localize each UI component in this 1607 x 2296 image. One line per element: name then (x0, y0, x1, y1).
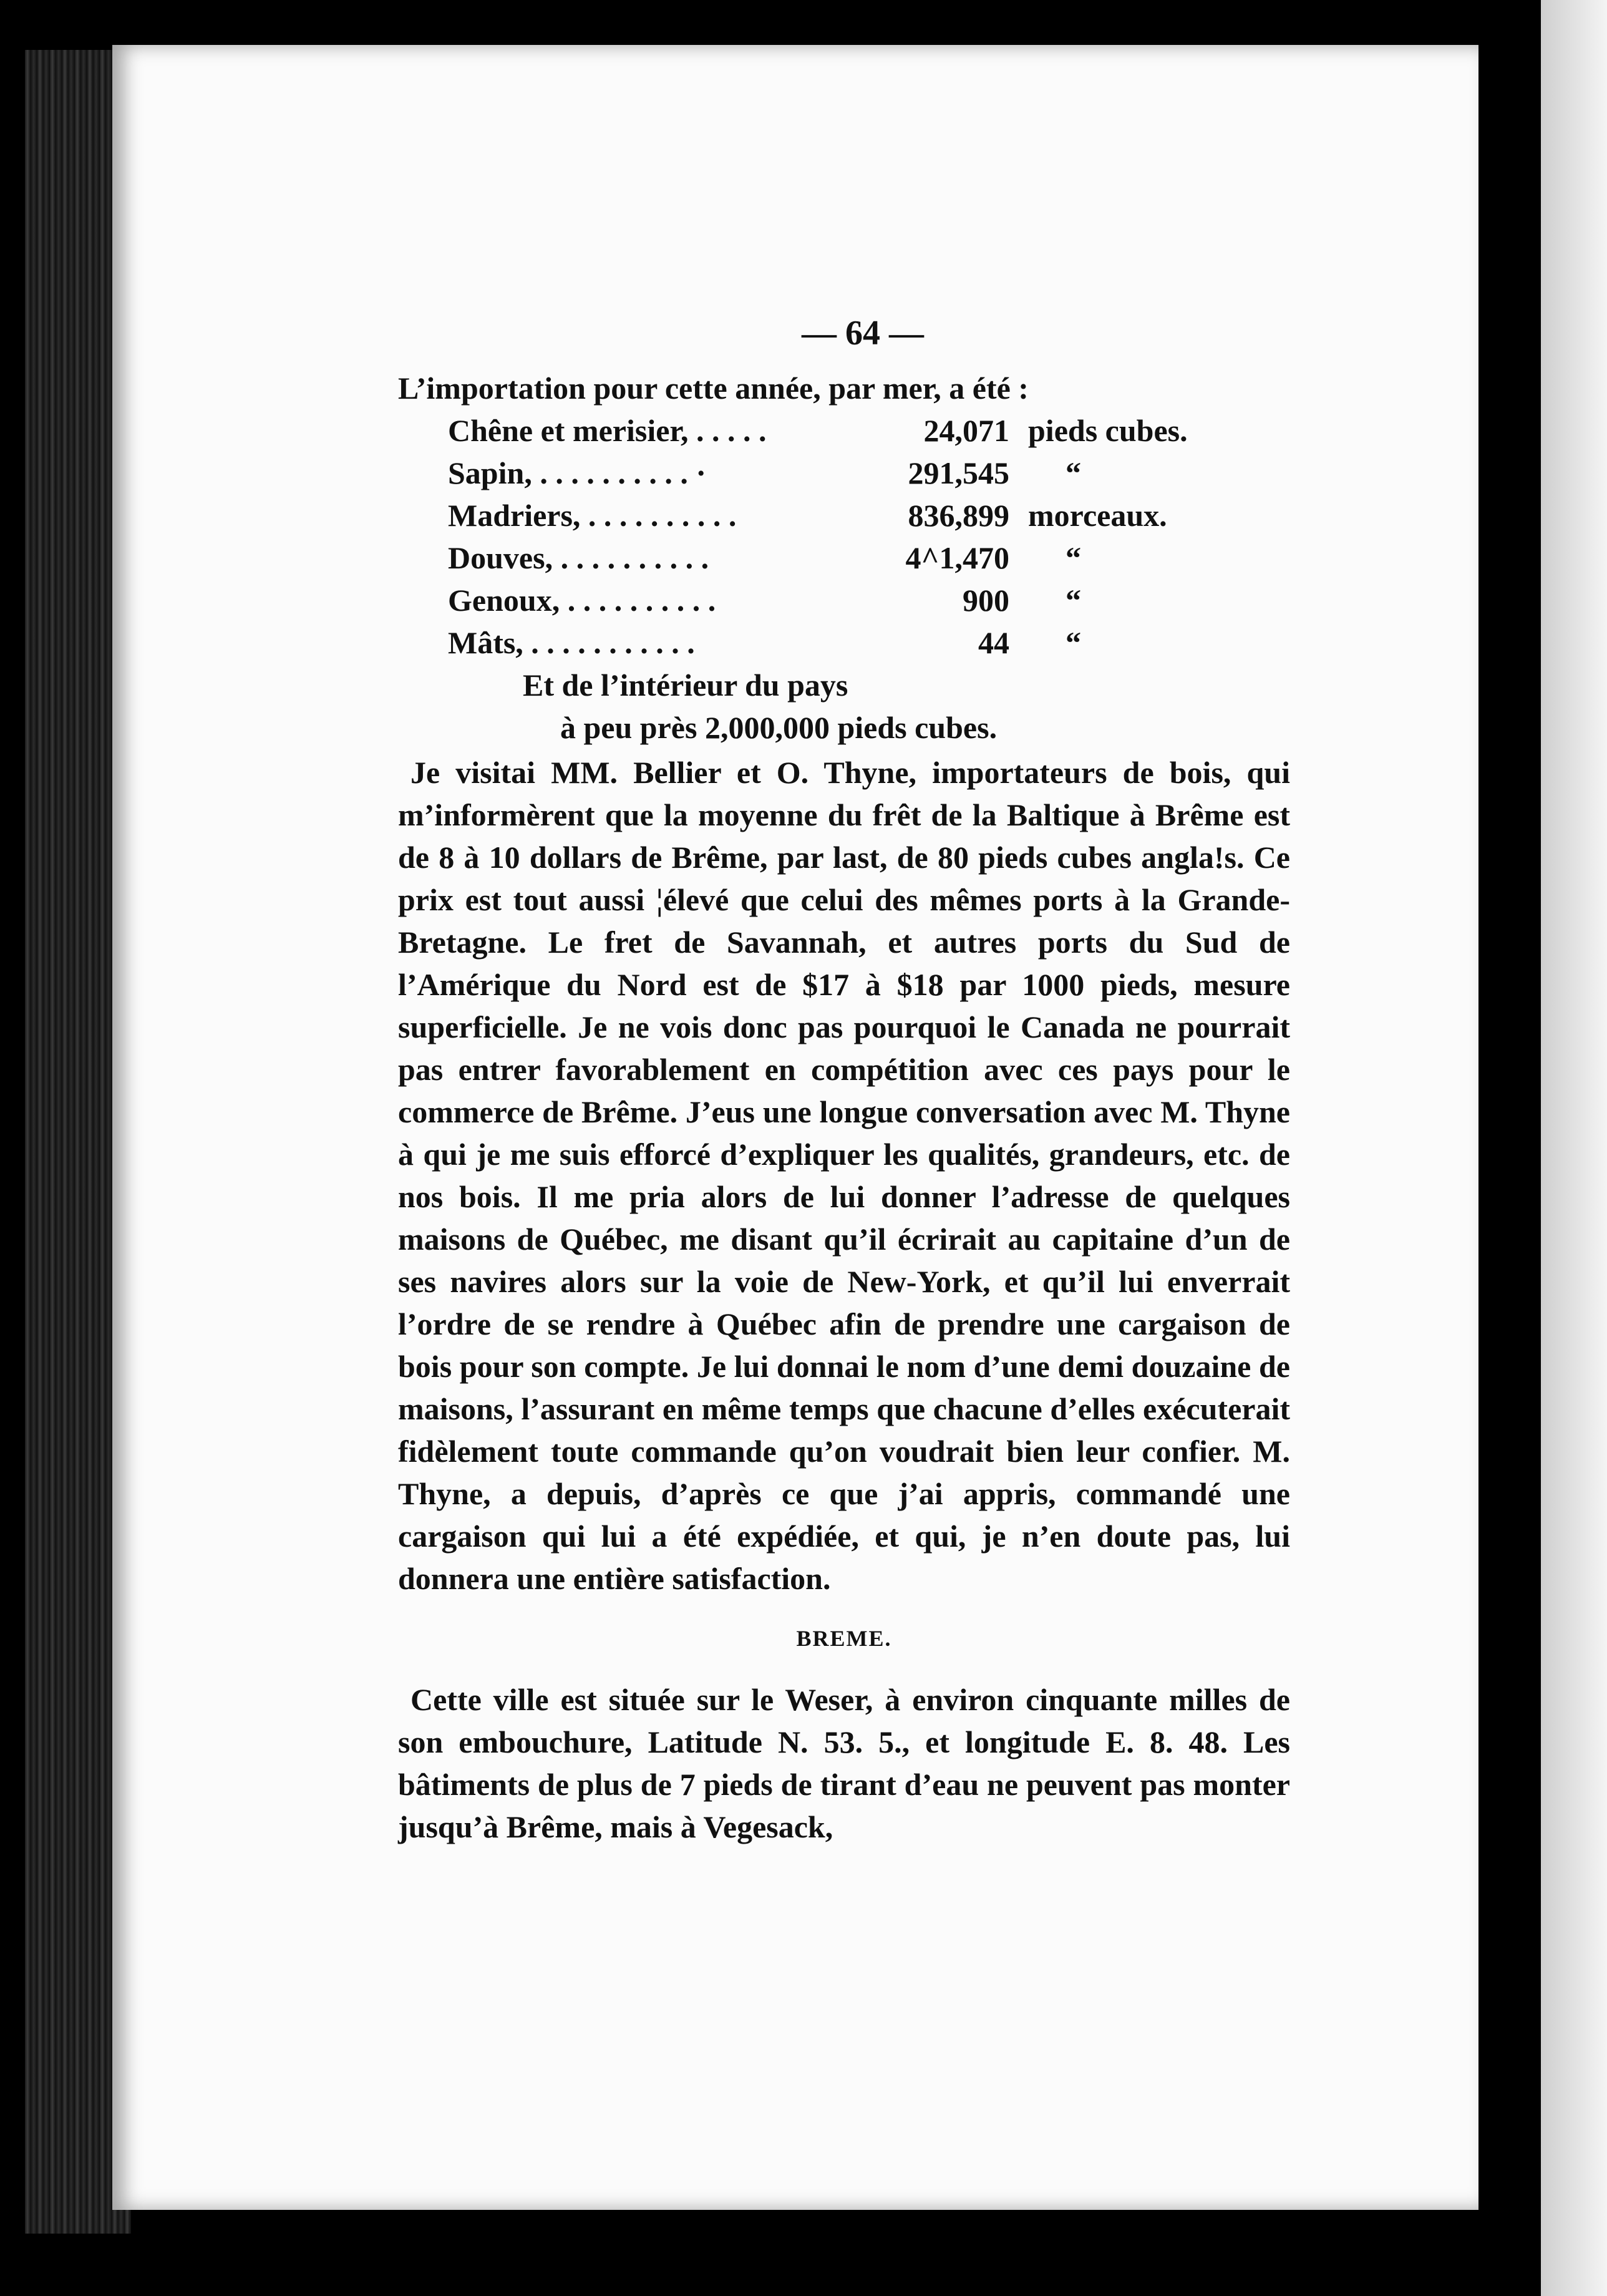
page-number: — 64 — (802, 314, 924, 353)
paragraph-breme: Cette ville est située sur le Weser, à environ cinquante milles de son embouchure, Latitude N. 53. 5., et longitude E. 8. 48. Les bâtiments de plus de 7 pieds de tirant d’eau ne peuvent pas monter jusqu’à Brême, mais à Vegesack, (398, 1682, 1290, 1844)
import-unit: “ (1066, 540, 1081, 575)
table-row (448, 409, 1265, 452)
import-unit: pieds cubes. (1028, 413, 1188, 448)
import-intro: L’importation pour cette année, par mer, a été : (398, 371, 1029, 406)
import-quantity: 4^1,470 (905, 540, 1009, 575)
import-unit: “ (1066, 625, 1081, 660)
import-unit: “ (1066, 455, 1081, 490)
table-row (448, 537, 1265, 579)
import-quantity: 24,071 (923, 413, 1009, 448)
import-item: Douves, . . . . . . . . . . (448, 540, 709, 575)
paragraph-thyne: Je visitai MM. Bellier et O. Thyne, importateurs de bois, qui m’informèrent que la moyenne du frêt de la Baltique à Brême est de 8 à 10 dollars de Brême, par last, de 80 pieds cubes angla!s. Ce prix est tout aussi ¦élevé que celui des mêmes ports à la Grande-Bretagne. Le fret de Savannah, et autres ports du Sud de l’Amérique du Nord est de $17 à $18 par 1000 pieds, mesure superficielle. Je ne vois donc pas pourquoi le Canada ne pourrait pas entrer favorablement en compétition avec ces pays pour le commerce de Brême. J’eus une longue conversation avec M. Thyne à qui je me suis efforcé d’expliquer les qualités, grandeurs, etc. de nos bois. Il me pria alors de lui donner l’adresse de quelques maisons de Québec, me disant qu’il écrirait au capitaine d’un de ses navires alors sur la voie de New-York, et qu’il lui enverrait l’ordre de se rendre à Québec afin de prendre une cargaison de bois pour son compte. Je lui donnai le nom d’une demi douzaine de maisons, l’assurant en même temps que chacune d’elles exécuterait fidèlement toute commande qu’on voudrait bien leur confier. M. Thyne, a depuis, d’après ce que j’ai appris, commandé une cargaison qui lui a été expédiée, et qui, je n’en doute pas, lui donnera une entière satisfaction. (398, 755, 1290, 1596)
page-edge-shadow (1492, 25, 1536, 2284)
import-quantity: 291,545 (908, 455, 1009, 490)
import-quantity: 44 (978, 625, 1009, 660)
page-text (398, 312, 1290, 1848)
import-item: Sapin, . . . . . . . . . . · (448, 455, 706, 490)
import-item: Madriers, . . . . . . . . . . (448, 498, 737, 533)
adjacent-page-edge (1541, 0, 1607, 2296)
import-item: Mâts, . . . . . . . . . . . (448, 625, 695, 660)
interior-import-label: Et de l’intérieur du pays (523, 668, 848, 703)
section-title: BREME. (796, 1626, 892, 1651)
import-item: Genoux, . . . . . . . . . . (448, 583, 716, 618)
table-row (448, 621, 1265, 664)
table-row (448, 494, 1265, 537)
interior-import-amount: à peu près 2,000,000 pieds cubes. (560, 710, 998, 745)
import-item: Chêne et merisier, . . . . . (448, 413, 767, 448)
import-quantity: 900 (963, 583, 1009, 618)
import-unit: “ (1066, 583, 1081, 618)
import-quantity: 836,899 (908, 498, 1009, 533)
import-table (448, 409, 1265, 664)
import-unit: morceaux. (1028, 498, 1167, 533)
table-row (448, 579, 1265, 621)
table-row (448, 452, 1265, 494)
